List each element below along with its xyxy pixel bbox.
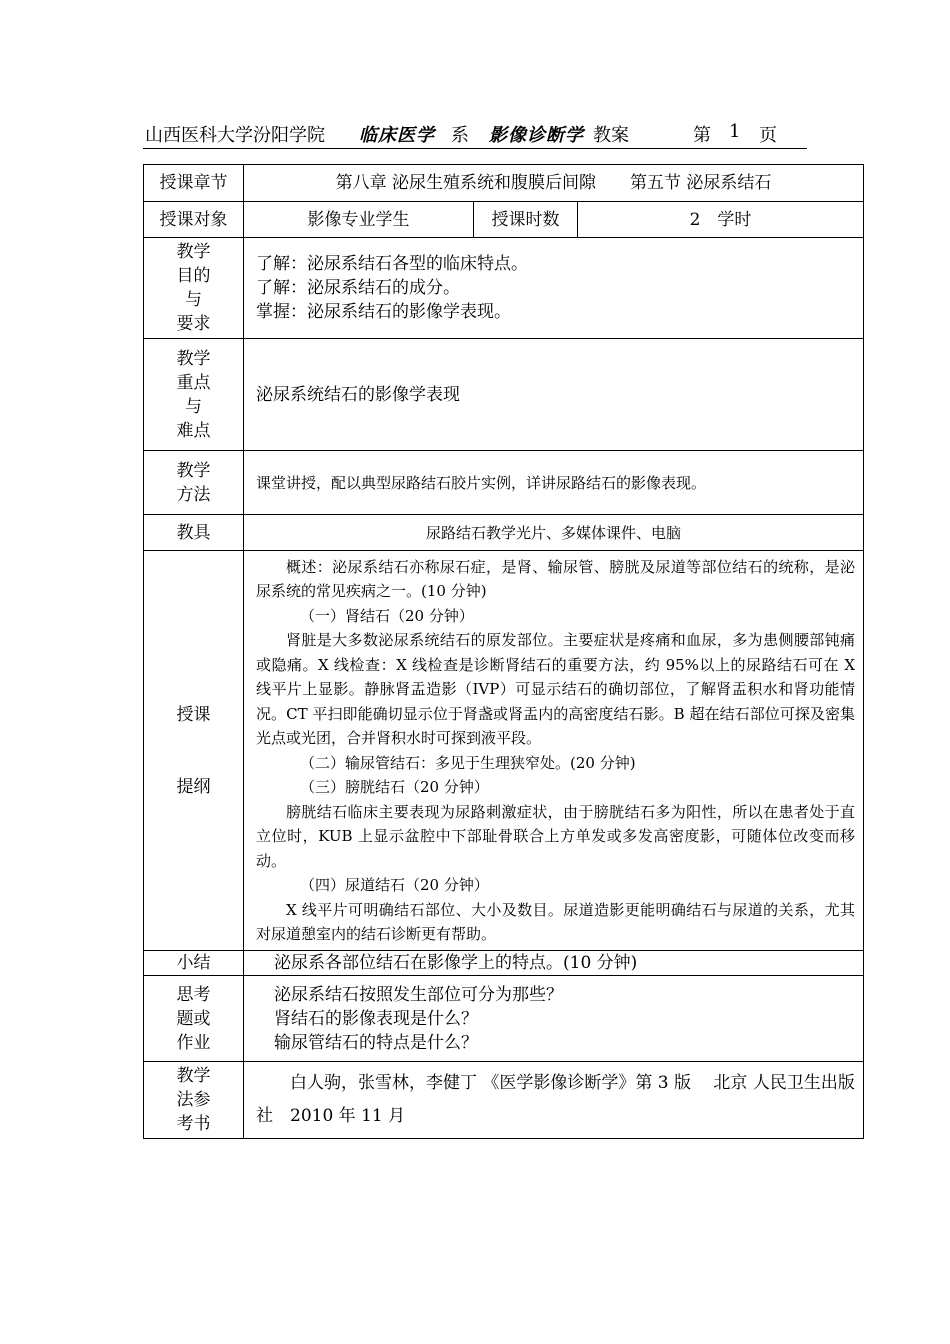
- outline-label: 授课 提纲: [144, 551, 244, 951]
- summary-value: 泌尿系各部位结石在影像学上的特点。(10 分钟): [244, 951, 864, 976]
- homework-item: 肾结石的影像表现是什么？: [274, 1008, 478, 1029]
- outline-heading: （一）肾结石（20 分钟）: [300, 606, 474, 625]
- outline-paragraph: 概述：泌尿系结石亦称尿石症，是肾、输尿管、膀胱及尿道等部位结石的统称，是泌尿系统的常见疾病之一。(10 分钟): [256, 557, 856, 600]
- references-value: 白人驹，张雪林，李健丁 《医学影像诊断学》第 3 版 北京 人民卫生出版社 2010 年 11 月: [244, 1062, 864, 1139]
- row-tools: [144, 515, 864, 551]
- outline-heading: （二）输尿管结石：多见于生理狭窄处。(20 分钟): [300, 753, 636, 772]
- page-suffix: 页: [759, 125, 777, 146]
- row-chapter: [144, 165, 864, 202]
- homework-item: 泌尿系结石按照发生部位可分为那些？: [274, 984, 563, 1005]
- row-references: [144, 1062, 864, 1139]
- doc-type: 教案: [593, 125, 629, 146]
- page-number: 1: [729, 121, 741, 142]
- chapter-label: 授课章节: [144, 165, 244, 202]
- department-name: 临床医学: [359, 125, 435, 146]
- outline-paragraph: 肾脏是大多数泌尿系统结石的原发部位。主要症状是疼痛和血尿，多为患侧腰部钝痛或隐痛。X 线检查：X 线检查是诊断肾结石的重要方法，约 95%以上的尿路结石可在 X 线平片上显影。静脉肾盂造影（IVP）可显示结石的确切部位，了解肾盂积水和肾功能情况。CT 平扫即能确切显示位于肾盏或肾盂内的高密度结石影。B 超在结石部位可探及密集光点或光团，合并肾积水时可探到液平段。: [256, 631, 856, 747]
- method-value: 课堂讲授，配以典型尿路结石胶片实例，详讲尿路结石的影像表现。: [244, 451, 864, 515]
- row-method: [144, 451, 864, 515]
- hours-label: 授课时数: [474, 202, 578, 238]
- audience-label: 授课对象: [144, 202, 244, 238]
- course-name: 影像诊断学: [489, 125, 584, 146]
- page-prefix: 第: [693, 125, 711, 146]
- outline-paragraph: X 线平片可明确结石部位、大小及数目。尿道造影更能明确结石与尿道的关系，尤其对尿道憩室内的结石诊断更有帮助。: [256, 900, 856, 943]
- school-name: 山西医科大学汾阳学院: [145, 125, 325, 146]
- goals-label: 教学 目的 与 要求: [144, 238, 244, 339]
- outline-paragraph: 膀胱结石临床主要表现为尿路刺激症状，由于膀胱结石多为阳性，所以在患者处于直立位时，KUB 上显示盆腔中下部耻骨联合上方单发或多发高密度影，可随体位改变而移动。: [256, 802, 856, 870]
- outline-content: [244, 551, 864, 951]
- lesson-plan-table: [143, 164, 864, 1139]
- row-focus: [144, 339, 864, 451]
- audience-value: 影像专业学生: [244, 202, 474, 238]
- summary-label: 小结: [144, 951, 244, 976]
- page-header: [143, 118, 807, 149]
- row-outline: [144, 551, 864, 951]
- tools-value: 尿路结石教学光片、多媒体课件、电脑: [244, 515, 864, 551]
- focus-label: 教学 重点 与 难点: [144, 339, 244, 451]
- row-summary: [144, 951, 864, 976]
- goal-item: 了解：泌尿系结石各型的临床特点。: [256, 254, 528, 274]
- row-homework: [144, 976, 864, 1062]
- outline-heading: （三）膀胱结石（20 分钟）: [300, 778, 489, 796]
- focus-value: 泌尿系统结石的影像学表现: [244, 339, 864, 451]
- homework-item: 输尿管结石的特点是什么？: [274, 1032, 478, 1053]
- row-goals: [144, 238, 864, 339]
- method-label: 教学 方法: [144, 451, 244, 515]
- row-audience: [144, 202, 864, 238]
- hours-value: 2 学时: [578, 202, 864, 238]
- goal-item: 掌握：泌尿系结石的影像学表现。: [256, 302, 511, 322]
- tools-label: 教具: [144, 515, 244, 551]
- goals-value: [244, 238, 864, 339]
- goal-item: 了解：泌尿系结石的成分。: [256, 278, 460, 298]
- references-label: 教学 法参 考书: [144, 1062, 244, 1139]
- department-suffix: 系: [451, 125, 469, 146]
- chapter-value: 第八章 泌尿生殖系统和腹膜后间隙 第五节 泌尿系结石: [244, 165, 864, 202]
- homework-label: 思考 题或 作业: [144, 976, 244, 1062]
- homework-value: [244, 976, 864, 1062]
- outline-heading: （四）尿道结石（20 分钟）: [300, 876, 489, 894]
